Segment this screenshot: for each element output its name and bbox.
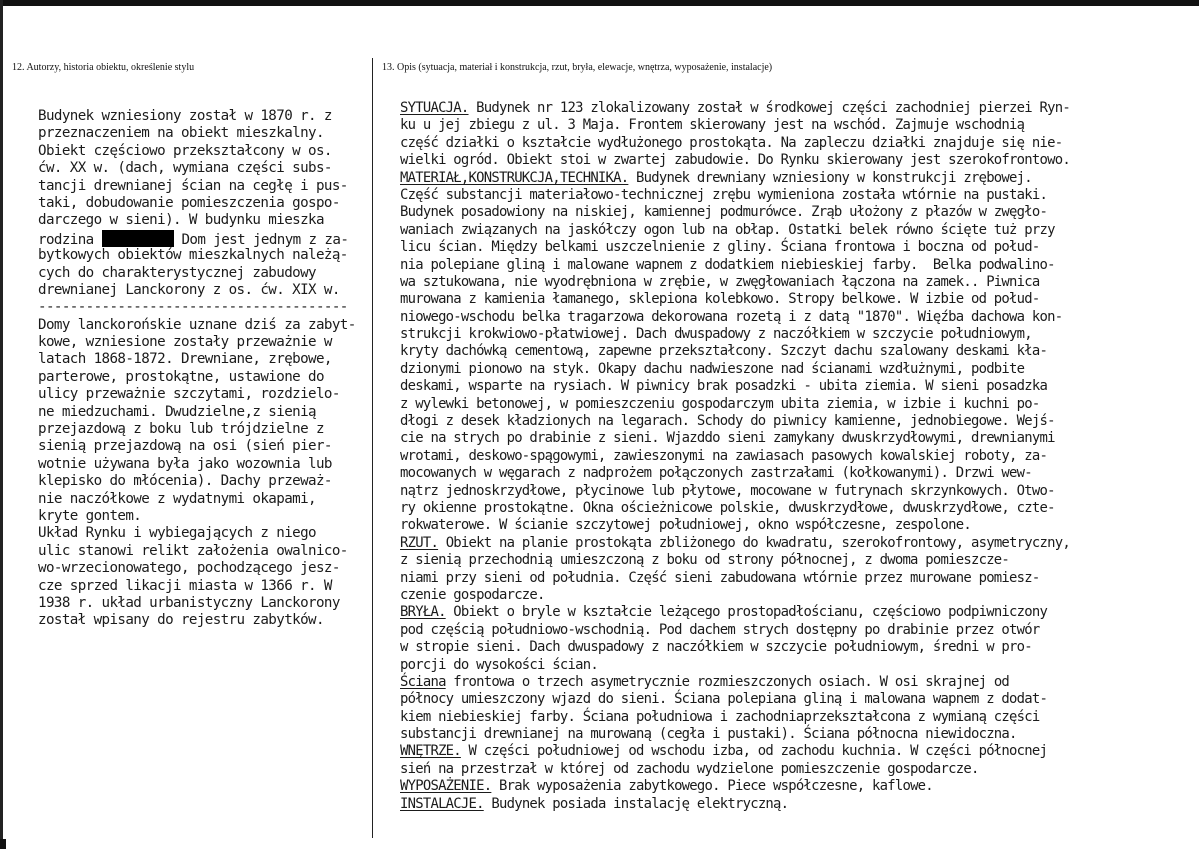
text-run: sień na przestrzał w której od zachodu wydzielone pomieszczenie gospodarcze.	[400, 760, 979, 777]
text-run: Budynek nr 123 zlokalizowany został w środkowej części zachodniej pierzei Ryn-	[468, 100, 1070, 116]
text-line	[38, 421, 372, 438]
text-run: Dom jest jednym z za-	[173, 231, 349, 248]
text-run: substancji drewnianej na murowaną (cegła i pustaki). Ściana północna niewidoczna.	[400, 726, 1017, 743]
text-run: Domy lanckorońskie uznane dziś za zabyt-	[38, 316, 356, 333]
text-line	[38, 560, 372, 577]
text-run: taki, dobudowanie pomieszczenia gospo-	[38, 194, 340, 211]
text-run: sienią przejazdową na osi (sień pier-	[38, 438, 332, 455]
text-line	[38, 178, 372, 195]
text-line	[400, 100, 1160, 117]
text-run: nia polepiane gliną i malowane wapnem z dodatkiem niebieskiej farby. Belka podwalino-	[400, 256, 1055, 273]
text-run: Obiekt częściowo przekształcony w os.	[38, 142, 332, 159]
text-run: wa sztukowana, nie wyodrębniona w zrębie, w zwęgłowaniach łączona na zamek.. Piwnica	[400, 273, 1040, 290]
text-line	[400, 483, 1160, 500]
text-line	[400, 778, 1160, 795]
text-run: cze sprzed likacji miasta w 1366 r. W	[38, 577, 332, 594]
text-run: z wylewki betonowej, w pomieszczeniu gospodarczym ubita ziemia, w izbie i kuchni po-	[400, 395, 1040, 412]
text-line	[38, 317, 372, 334]
text-line	[400, 257, 1160, 274]
text-run: kiem niebieskiej farby. Ściana południowa i zachodniaprzekształcona z wymianą części	[400, 708, 1040, 725]
text-run: W części południowej od wschodu izba, od zachodu kuchnia. W części północnej	[460, 743, 1048, 760]
text-run: nątrz jednoskrzydłowe, płycinowe lub płytowe, mocowane w futrynach skrzynkowych. Otwo-	[400, 482, 1055, 499]
text-run: murowana z kamienia łamanego, sklepiona kolebkowo. Stropy belkowe. W izbie od połud-	[400, 291, 1040, 308]
text-line	[400, 170, 1160, 187]
text-line	[400, 291, 1160, 308]
text-run: Obiekt o bryle w kształcie leżącego prostopadłościanu, częściowo podpiwniczony	[445, 604, 1048, 621]
text-line	[38, 247, 372, 264]
text-run: północy umieszczony wjazd do sieni. Ściana polepiana gliną i malowana wapnem z dodat-	[400, 691, 1048, 708]
text-line	[400, 239, 1160, 256]
text-line	[400, 796, 1160, 813]
text-run: nie naczółkowe z wydatnymi okapami,	[38, 490, 316, 507]
text-run: drewnianej Lanckorony z os. ćw. XIX w.	[38, 281, 340, 298]
text-line	[400, 187, 1160, 204]
text-line	[400, 274, 1160, 291]
text-line	[38, 456, 372, 473]
text-line	[400, 639, 1160, 656]
section-heading: INSTALACJE.	[400, 795, 484, 812]
text-line	[38, 543, 372, 560]
text-run: ---------------------------------------	[38, 299, 348, 316]
text-line	[38, 125, 372, 142]
text-line	[400, 552, 1160, 569]
text-run: parterowe, prostokątne, ustawione do	[38, 368, 324, 385]
section-heading: SYTUACJA.	[400, 100, 469, 116]
text-run: klepisko do młócenia). Dachy przeważ-	[38, 473, 332, 490]
text-line	[400, 535, 1160, 552]
text-run: ćw. XX w. (dach, wymiana części subs-	[38, 160, 332, 177]
text-run: Budynek wzniesiony został w 1870 r. z	[38, 108, 332, 124]
text-run: cie na strych po drabinie z sieni. Wjazddo sieni zamykany dwuskrzydłowymi, drewnianymi	[400, 430, 1055, 447]
section-heading: WYPOSAŻENIE.	[400, 778, 492, 795]
text-line	[400, 743, 1160, 760]
text-line	[400, 152, 1160, 169]
text-line	[400, 517, 1160, 534]
text-line	[400, 674, 1160, 691]
text-run: został wpisany do rejestru zabytków.	[38, 612, 324, 629]
text-line	[400, 326, 1160, 343]
text-line	[38, 525, 372, 542]
text-line	[400, 343, 1160, 360]
text-run: 1938 r. układ urbanistyczny Lanckorony	[38, 594, 340, 611]
text-line	[400, 726, 1160, 743]
text-run: w stropie sieni. Dach dwuspadowy z naczółkiem w szczycie południowym, średni w pro-	[400, 639, 1032, 656]
text-line	[400, 622, 1160, 639]
text-line	[400, 378, 1160, 395]
text-run: Obiekt na planie prostokąta zbliżonego do kwadratu, szerokofrontowy, asymetryczny,	[438, 534, 1070, 551]
text-run: Budynek drewniany wzniesiony w konstrukcji zrębowej.	[628, 169, 1032, 186]
text-line	[38, 595, 372, 612]
text-line	[38, 612, 372, 629]
section-heading: Ściana	[400, 673, 446, 690]
text-run: niowego-wschodu belka tragarzowa dekorowana rozetą i z datą "1870". Więźba dachowa kon-	[400, 308, 1063, 325]
text-run: z sienią przechodnią umieszczoną z boku od strony północnej, z dwoma pomieszcze-	[400, 552, 1010, 569]
text-run: frontowa o trzech asymetrycznie rozmieszczonych osiach. W osi skrajnej od	[445, 673, 1010, 690]
text-line	[38, 386, 372, 403]
text-run: porcji do wysokości ścian.	[400, 656, 598, 673]
text-run: Brak wyposażenia zabytkowego. Piece współczesne, kaflowe.	[491, 778, 933, 795]
scan-corner-mark	[0, 839, 6, 849]
text-run: niami przy sieni od południa. Część sieni zabudowana wtórnie przez murowane pomiesz-	[400, 569, 1040, 586]
text-run: mocowanych w węgarach z nadprożem połączonych zastrzałami (kołkowanymi). Drzwi wew-	[400, 465, 1032, 482]
text-run: rodzina	[38, 231, 102, 248]
text-line	[400, 430, 1160, 447]
text-run: ne miedzuchami. Dwudzielne,z sienią	[38, 403, 316, 420]
text-run: Część substancji materiałowo-technicznej zrębu wymieniona została wtórnie na pustaki.	[400, 186, 1048, 203]
text-line	[38, 404, 372, 421]
section-heading: MATERIAŁ,KONSTRUKCJA,TECHNIKA.	[400, 169, 629, 186]
text-run: ulic stanowi relikt założenia owalnico-	[38, 542, 348, 559]
text-line	[400, 135, 1160, 152]
text-run: kryte gontem.	[38, 507, 142, 524]
text-run: część działki o kształcie wydłużonego prostokąta. Na zapleczu działki znajduje się nie-	[400, 134, 1063, 151]
text-run: darczego w sieni). W budynku mieszka	[38, 212, 324, 229]
text-line	[38, 491, 372, 508]
text-line	[38, 212, 372, 229]
text-run: kowe, wzniesione zostały przeważnie w	[38, 334, 332, 351]
text-line	[38, 282, 372, 299]
text-line	[38, 508, 372, 525]
text-line	[38, 334, 372, 351]
text-run: ku u jej zbiegu z ul. 3 Maja. Frontem skierowany jest na wschód. Zajmuje wschodnią	[400, 117, 1025, 134]
text-line	[400, 570, 1160, 587]
text-run: pod częścią południowo-wschodnią. Pod dachem strych dostępny po drabinie przez otwór	[400, 621, 1040, 638]
text-run: rokwaterowe. W ścianie szczytowej południowej, okno współczesne, zespolone.	[400, 517, 971, 534]
text-run: wo-wrzecionowatego, pochodzącego jesz-	[38, 560, 340, 577]
section-13-header: 13. Opis (sytuacja, materiał i konstrukcja, rzut, bryła, elewacje, wnętrza, wyposażenie, instalacje)	[382, 62, 773, 73]
text-line	[38, 351, 372, 368]
text-line	[400, 448, 1160, 465]
text-line	[400, 465, 1160, 482]
text-run: licu ścian. Między belkami uszczelnienie z gliny. Ściana frontowa i boczna od połud-	[400, 239, 1040, 256]
section-heading: WNĘTRZE.	[400, 743, 461, 760]
text-run: ulicy przeważnie szczytami, rozdzielo-	[38, 386, 340, 403]
text-run: cych do charakterystycznej zabudowy	[38, 264, 316, 281]
text-run: Budynek posiada instalację elektryczną.	[483, 795, 789, 812]
text-line	[400, 657, 1160, 674]
text-run: dłogi z desek kładzionych na legarach. Schody do piwnicy kamienne, jednobiegowe. Wejś-	[400, 413, 1055, 430]
text-line	[38, 369, 372, 386]
text-line	[400, 587, 1160, 604]
text-run: Układ Rynku i wybiegających z niego	[38, 525, 316, 542]
text-line	[38, 438, 372, 455]
section-heading: RZUT.	[400, 534, 439, 551]
text-run: wrotami, deskowo-spągowymi, zawieszonymi na zawiasach pasowych kowalskiej roboty, za-	[400, 447, 1048, 464]
section-heading: BRYŁA.	[400, 604, 446, 621]
text-line	[400, 604, 1160, 621]
section-12-header: 12. Autorzy, historia obiektu, określenie stylu	[12, 62, 195, 73]
text-run: kryty dachówką cementową, zapewne przekształcony. Szczyt dachu szalowany deskami kła-	[400, 343, 1048, 360]
text-run: przeznaczeniem na obiekt mieszkalny.	[38, 125, 324, 142]
scan-left-edge	[0, 0, 3, 849]
text-line	[38, 195, 372, 212]
text-run: wotnie używana była jako wozownia lub	[38, 455, 332, 472]
text-line	[400, 709, 1160, 726]
text-line	[400, 500, 1160, 517]
text-line	[38, 230, 372, 247]
text-run: czenie gospodarcze.	[400, 586, 545, 603]
text-line	[400, 691, 1160, 708]
text-line	[400, 761, 1160, 778]
text-run: strukcji krokwiowo-płatwiowej. Dach dwuspadowy z naczółkiem w szczycie południowym,	[400, 326, 1032, 343]
text-run: deskami, wsparte na rysiach. W piwnicy brak posadzki - ubita ziemia. W sieni posadzka	[400, 378, 1048, 395]
text-run: waniach związanych na jaskółczy ogon lub na obłap. Ostatki belek równo ścięte tuż przy	[400, 221, 1055, 238]
text-line	[400, 222, 1160, 239]
text-line	[38, 299, 372, 316]
text-run: latach 1868-1872. Drewniane, zrębowe,	[38, 351, 332, 368]
text-run: Budynek posadowiony na niskiej, kamiennej podmurówce. Zrąb ułożony z płazów w zwęgło-	[400, 204, 1048, 221]
history-text-column	[38, 108, 372, 630]
text-run: przejazdową z boku lub trójdzielne z	[38, 421, 324, 438]
text-run: tancji drewnianej ścian na cegłę i pus-	[38, 177, 348, 194]
column-divider	[372, 58, 373, 838]
text-line	[38, 108, 372, 125]
text-run: bytkowych obiektów mieszkalnych należą-	[38, 247, 348, 264]
redacted-name	[102, 230, 174, 247]
text-run: wielki ogród. Obiekt stoi w zwartej zabudowie. Do Rynku skierowany jest szerokofrontowo.	[400, 152, 1070, 169]
text-line	[38, 578, 372, 595]
text-line	[400, 396, 1160, 413]
scan-top-edge	[0, 0, 1199, 6]
text-line	[400, 413, 1160, 430]
text-run: ry okienne prostokątne. Okna ościeżnicowe polskie, dwuskrzydłowe, dwuskrzydłowe, czte-	[400, 499, 1055, 516]
text-line	[38, 143, 372, 160]
text-line	[38, 265, 372, 282]
description-text-column	[400, 100, 1160, 813]
text-line	[38, 473, 372, 490]
text-line	[400, 204, 1160, 221]
text-line	[400, 361, 1160, 378]
text-line	[38, 160, 372, 177]
text-line	[400, 309, 1160, 326]
text-line	[400, 117, 1160, 134]
text-run: dzionymi pionowo na styk. Okapy dachu nadwieszone nad ścianami wzdłużnymi, podbite	[400, 360, 1025, 377]
